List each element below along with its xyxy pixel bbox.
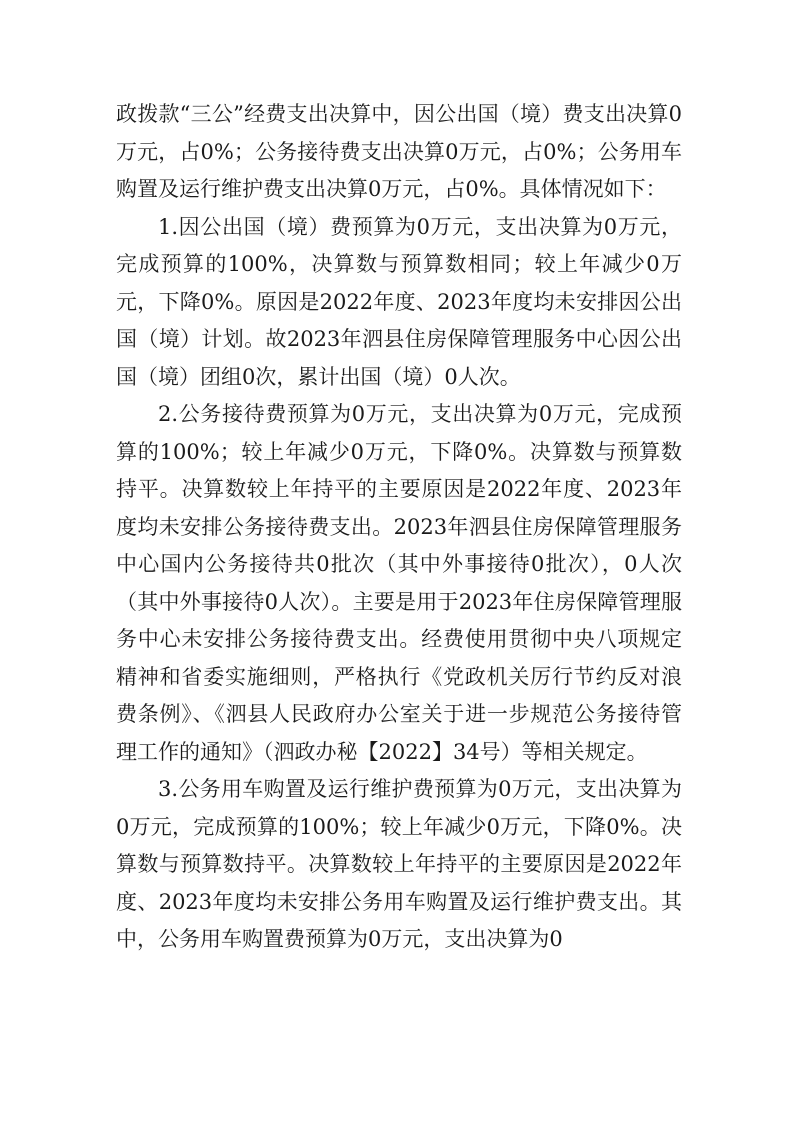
paragraph-official-vehicles: 3.公务用车购置及运行维护费预算为0万元，支出决算为0万元，完成预算的100%；较上年减少0万元，下降0%。决算数与预算数持平。决算数较上年持平的主要原因是2022年度、2023年度均未安排公务用车购置及运行维护费支出。其中，公务用车购置费预算为0万元，支出决算为0 — [116, 777, 682, 951]
paragraph-official-reception: 2.公务接待费预算为0万元，支出决算为0万元，完成预算的100%；较上年减少0万元，下降0%。决算数与预算数持平。决算数较上年持平的主要原因是2022年度、2023年度均未安排公务接待费支出。2023年泗县住房保障管理服务中心国内公务接待共0批次（其中外事接待0批次），0人次（其中外事接待0人次）。主要是用于2023年住房保障管理服务中心未安排公务接待费支出。经费使用贯彻中央八项规定精神和省委实施细则，严格执行《党政机关厉行节约反对浪费条例》、《泗县人民政府办公室关于进一步规范公务接待管理工作的通知》（泗政办秘【2022】34号）等相关规定。 — [116, 402, 682, 764]
paragraph-intro-continuation: 政拨款“三公”经费支出决算中，因公出国（境）费支出决算0万元，占0%；公务接待费支出决算0万元，占0%；公务用车购置及运行维护费支出决算0万元，占0%。具体情况如下： — [116, 102, 682, 201]
document-page — [116, 96, 682, 959]
paragraph-overseas-travel: 1.因公出国（境）费预算为0万元，支出决算为0万元，完成预算的100%，决算数与预算数相同；较上年减少0万元，下降0%。原因是2022年度、2023年度均未安排因公出国（境）计划。故2023年泗县住房保障管理服务中心因公出国（境）团组0次，累计出国（境）0人次。 — [116, 214, 682, 389]
